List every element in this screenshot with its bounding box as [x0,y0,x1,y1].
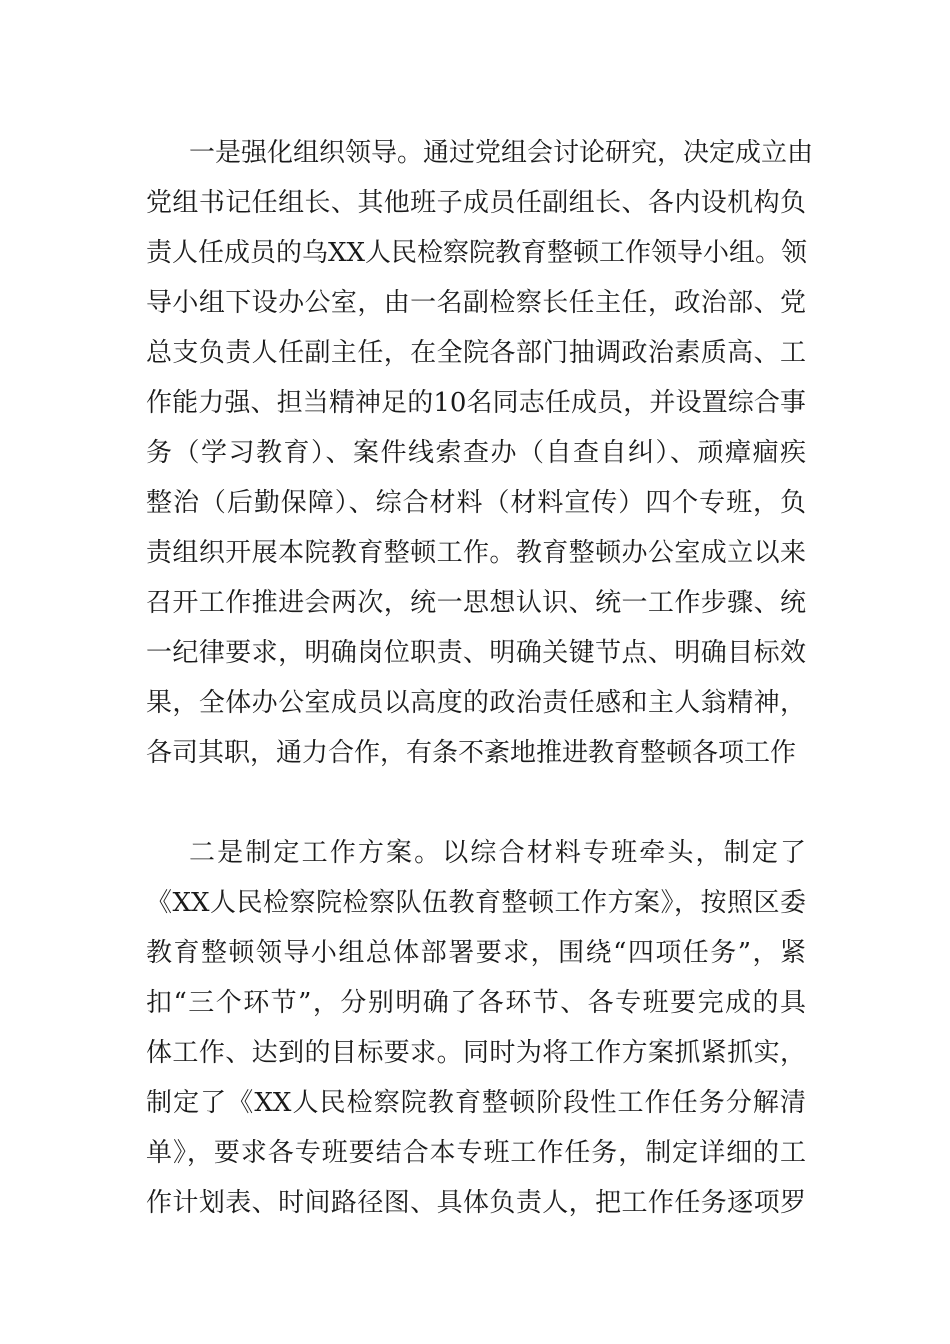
text-line: 务（学习教育）、案件线索查办（自查自纠）、顽瘴痼疾 [146,438,806,468]
text-line: 召开工作推进会两次，统一思想认识、统一工作步骤、统 [146,588,806,618]
text-line: 单》，要求各专班要结合本专班工作任务，制定详细的工 [146,1138,806,1168]
text-line: 制定了《XX人民检察院教育整顿阶段性工作任务分解清 [146,1088,806,1118]
text-line: 导小组下设办公室，由一名副检察长任主任，政治部、党 [146,288,806,318]
text-line: 扣“三个环节”，分别明确了各环节、各专班要完成的具 [146,988,806,1018]
text-line: 体工作、达到的目标要求。同时为将工作方案抓紧抓实， [146,1038,806,1068]
text-line: 二是制定工作方案。以综合材料专班牵头，制定了 [189,838,806,868]
text-line: 整治（后勤保障）、综合材料（材料宣传）四个专班，负 [146,488,806,518]
text-line: 各司其职，通力合作，有条不紊地推进教育整顿各项工作 [146,738,797,768]
text-line: 教育整顿领导小组总体部署要求，围绕“四项任务”，紧 [146,938,806,968]
text-line: 作能力强、担当精神足的10名同志任成员，并设置综合事 [146,388,806,418]
text-line: 责人任成员的乌XX人民检察院教育整顿工作领导小组。领 [146,238,808,268]
text-line: 作计划表、时间路径图、具体负责人，把工作任务逐项罗 [146,1188,806,1218]
text-line: 党组书记任组长、其他班子成员任副组长、各内设机构负 [146,188,806,218]
text-line: 责组织开展本院教育整顿工作。教育整顿办公室成立以来 [146,538,806,568]
text-line: 果，全体办公室成员以高度的政治责任感和主人翁精神， [146,688,806,718]
text-line: 一是强化组织领导。通过党组会讨论研究，决定成立由 [189,138,814,168]
text-line: 《XX人民检察院检察队伍教育整顿工作方案》，按照区委 [146,888,806,918]
text-line: 一纪律要求，明确岗位职责、明确关键节点、明确目标效 [146,638,806,668]
text-line: 总支负责人任副主任，在全院各部门抽调政治素质高、工 [146,338,806,368]
